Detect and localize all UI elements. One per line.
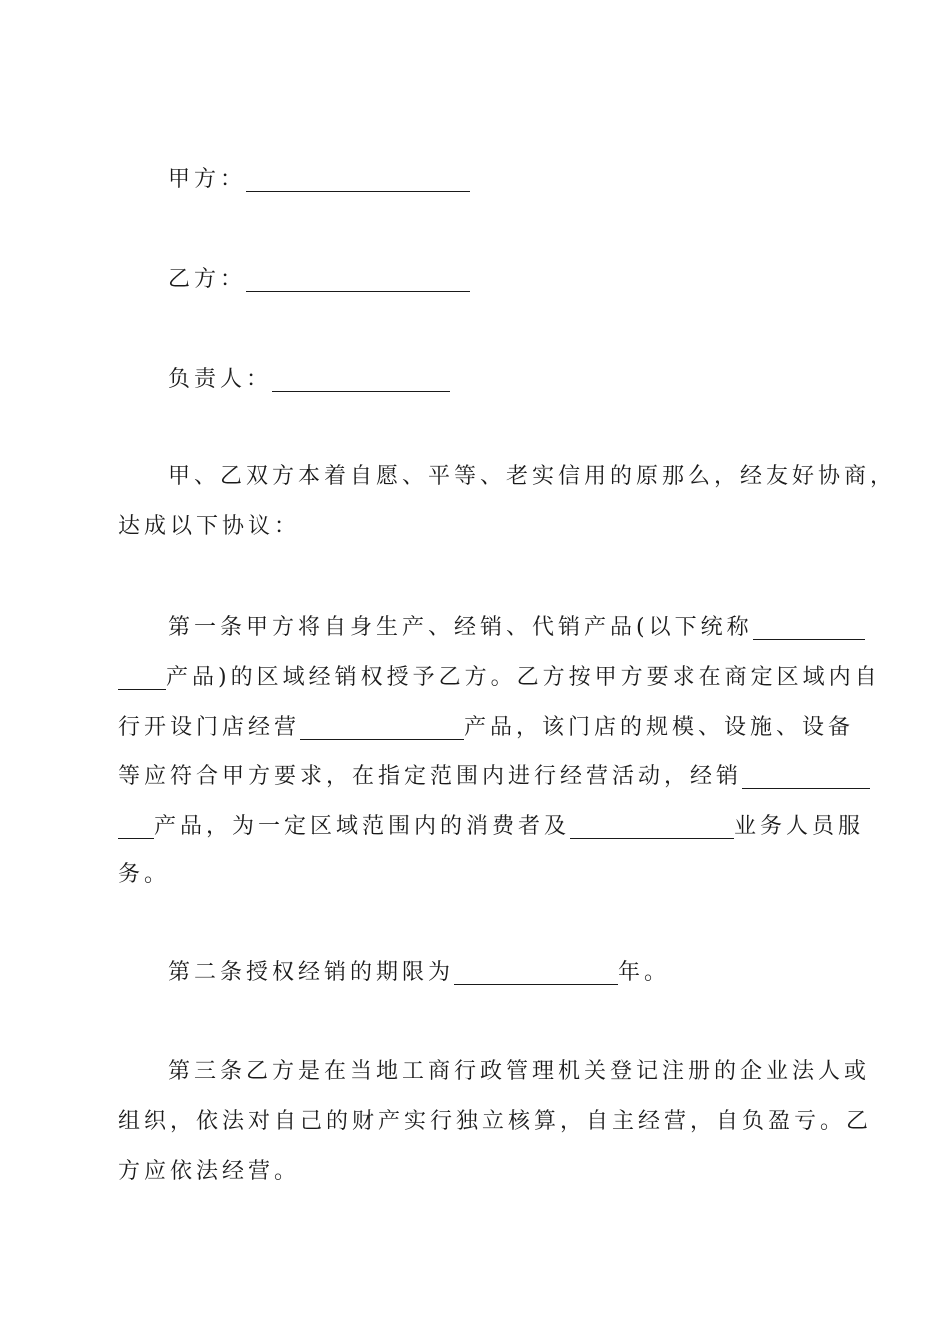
article-1-line-1 — [168, 601, 884, 651]
intro-text-1: 甲、乙双方本着自愿、平等、老实信用的原那么，经友好协商， — [168, 464, 897, 489]
article-3-line-3 — [118, 1147, 834, 1197]
article-1-blank-2 — [300, 707, 464, 740]
article-1-blank-1b — [118, 657, 166, 690]
article-2-text-a: 第二条授权经销的期限为 — [168, 960, 455, 985]
party-a-label: 甲方： — [168, 167, 247, 192]
article-1-blank-3b — [118, 806, 154, 839]
party-b-line — [168, 253, 884, 303]
article-1-text-3a: 行开设门店经营 — [118, 715, 301, 740]
article-3-text-2: 组织，依法对自己的财产实行独立核算，自主经营，自负盈亏。乙 — [118, 1109, 873, 1134]
article-1-text-1: 第一条甲方将自身生产、经销、代销产品(以下统称 — [168, 615, 753, 640]
intro-line-2 — [118, 502, 834, 552]
article-1-blank-1a — [753, 607, 865, 640]
article-3-line-2 — [118, 1097, 873, 1147]
article-2-text-b: 年。 — [618, 960, 671, 985]
party-a-line — [168, 153, 884, 203]
article-1-line-3 — [118, 701, 855, 751]
intro-line-1 — [168, 452, 897, 502]
article-3-line-1 — [168, 1047, 884, 1097]
article-1-line-2 — [118, 651, 881, 701]
article-1-blank-3a — [742, 756, 870, 789]
intro-text-2: 达成以下协议： — [118, 514, 301, 539]
article-1-line-4 — [118, 750, 834, 800]
article-3-text-1: 第三条乙方是在当地工商行政管理机关登记注册的企业法人或 — [168, 1059, 871, 1084]
manager-blank — [272, 359, 450, 392]
manager-line — [168, 353, 884, 403]
article-1-line-5 — [118, 800, 865, 850]
article-3-text-3: 方应依法经营。 — [118, 1159, 301, 1184]
article-1-text-5b: 业务人员服 — [734, 814, 865, 839]
article-1-blank-4 — [570, 806, 734, 839]
article-2-blank — [454, 952, 618, 985]
party-a-blank — [246, 159, 470, 192]
article-1-text-3b: 产品，该门店的规模、设施、设备 — [464, 715, 855, 740]
manager-label: 负责人： — [168, 367, 273, 392]
article-1-text-6: 务。 — [118, 862, 171, 887]
article-1-text-2: 产品)的区域经销权授予乙方。乙方按甲方要求在商定区域内自 — [166, 665, 881, 690]
party-b-label: 乙方： — [168, 267, 247, 292]
article-2-line — [168, 946, 884, 996]
article-1-text-5a: 产品，为一定区域范围内的消费者及 — [154, 814, 571, 839]
article-1-line-6 — [118, 850, 834, 900]
article-1-text-4: 等应符合甲方要求，在指定范围内进行经营活动，经销 — [118, 764, 743, 789]
party-b-blank — [246, 259, 470, 292]
